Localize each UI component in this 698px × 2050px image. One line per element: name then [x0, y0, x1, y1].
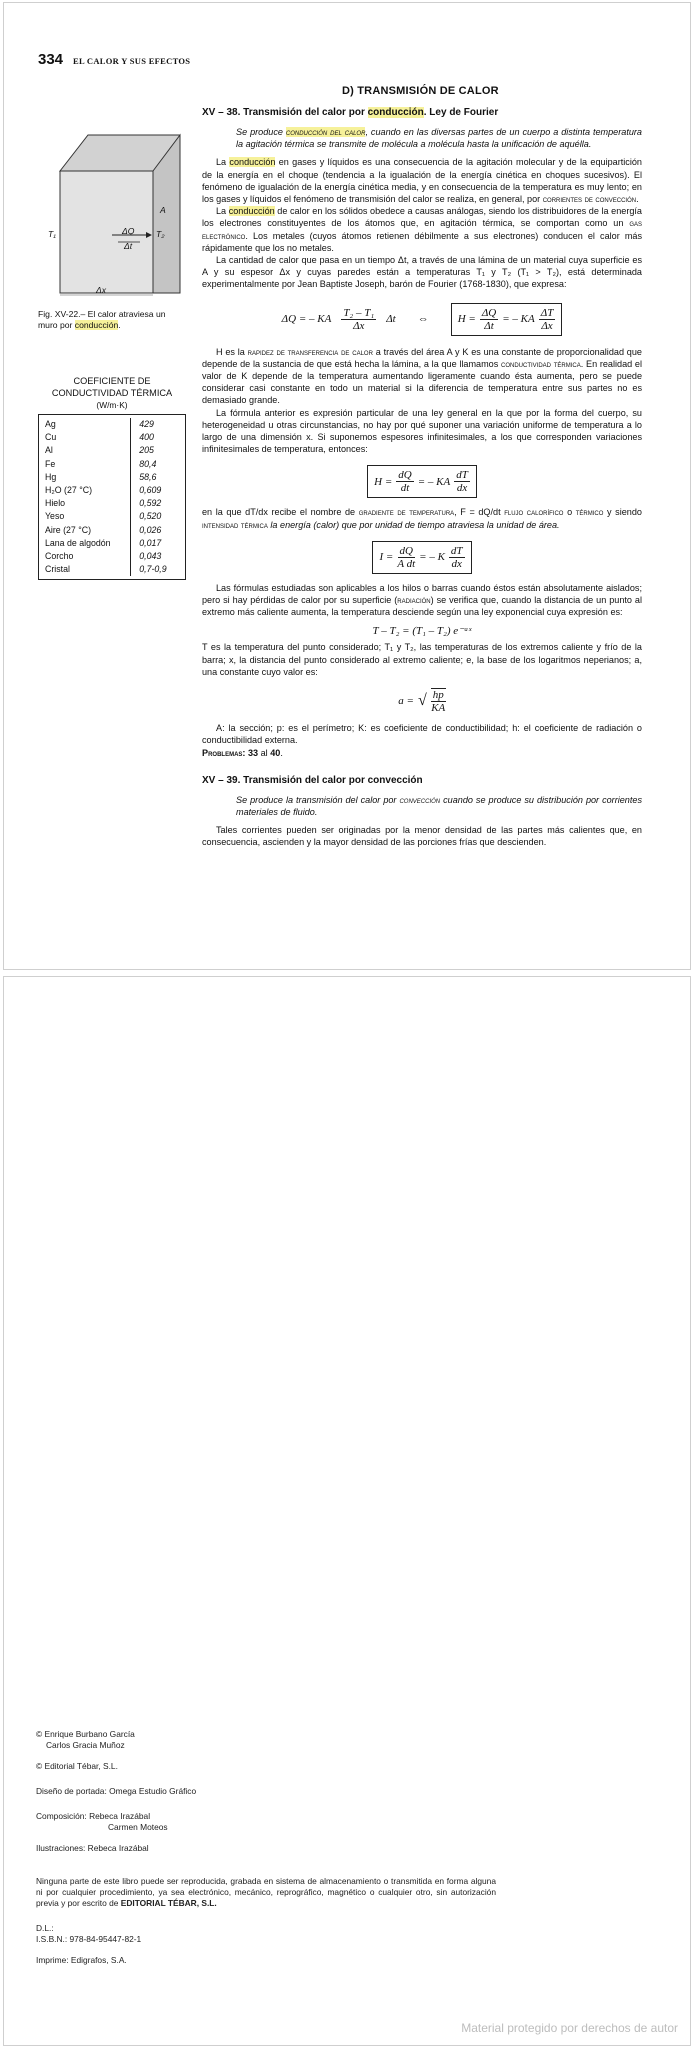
material-name: Aire (27 °C) [41, 524, 131, 537]
eq1-h: H = [457, 313, 476, 326]
eq1-left: ΔQ = – KA [281, 313, 332, 326]
credit-cover: Diseño de portada: Omega Estudio Gráfico [36, 1786, 197, 1796]
p7-pre: Las fórmulas estudiadas son aplicables a los hilos o barras cuando éstos están absolutamente aislados; pero si hay pérdidas de calor por su superficie ( [202, 582, 642, 606]
paragraph-10: Tales corrientes pueden ser originadas por la menor densidad de las partes más calientes que, en consecuencia, ascienden y la mayor densidad de las porciones frías que descienden. [202, 825, 642, 848]
label-t1: T₁ [48, 229, 56, 239]
eq5-frac [431, 688, 446, 714]
conductivity-table-body [41, 418, 183, 576]
label-dx: Δx [96, 285, 107, 295]
definition-conduction [236, 126, 642, 150]
table-title-1: COEFICIENTE DE [73, 376, 151, 386]
p2-term: gas electrónico [202, 218, 642, 241]
eq3-den: A dt [397, 557, 416, 570]
conductivity-value: 80,4 [139, 458, 157, 469]
eq1-h-den: Δt [484, 319, 494, 332]
eq1-h-den2: Δx [541, 319, 553, 332]
p2-highlight: conducción [228, 206, 275, 217]
eq1-dt: Δt [386, 313, 396, 326]
material-name: Cu [41, 431, 131, 444]
material-name: Al [41, 444, 131, 457]
table-row [41, 537, 183, 550]
material-name: Yeso [41, 510, 131, 523]
problems-end: 40 [270, 747, 281, 758]
equation-fourier [202, 303, 642, 336]
eq2-den: dt [400, 482, 410, 495]
p6-mid1: , F = dQ/dt [454, 507, 505, 518]
conductivity-value: 0,043 [139, 551, 162, 562]
table-row [41, 563, 183, 576]
p6-post: la energía (calor) que por unidad de tiempo atraviesa la unidad de área. [267, 519, 560, 530]
eq3-frac2 [449, 545, 465, 570]
conductivity-value: 0,520 [139, 511, 162, 522]
paragraph-7 [202, 582, 642, 619]
paragraph-4 [202, 346, 642, 407]
eq5-a: a = [398, 695, 414, 708]
credits-page [3, 976, 691, 2046]
eq3-mid: = – K [419, 551, 445, 564]
p7-post: ) se verifica que, cuando la distancia de un punto al extremo más caliente aumenta, la temperatura desciende según una ley exponencial cuya expresión es: [202, 595, 642, 618]
paragraph-6 [202, 506, 642, 530]
eq3-den2: dx [451, 557, 462, 570]
sub1-highlight: conducción [367, 107, 424, 118]
printer: Imprime: Edigrafos, S.A. [36, 1955, 127, 1965]
material-name: Corcho [41, 550, 131, 563]
def2-term: convección [399, 794, 441, 805]
material-name: H₂O (27 °C) [41, 484, 131, 497]
eq1-h-num: ΔQ [481, 306, 497, 319]
p6-term4: intensidad térmica [202, 519, 268, 530]
label-dt: Δt [124, 241, 133, 251]
conductivity-value: 0,7-0,9 [139, 564, 167, 575]
eq1-h-mid: = – KA [502, 313, 535, 326]
p4-post: . En realidad el valor de K depende de la temperatura aumentando ligeramente cuando ésta aumenta, pero se puede considerar casi constante en todo un material si la diferencia de temperatura entre sus partes no es demasiado grande. [202, 358, 643, 406]
conductivity-value: 0,026 [139, 524, 162, 535]
p2-pre: La [216, 206, 229, 217]
eq2-num2: dT [456, 469, 468, 482]
credits-block [36, 1729, 496, 1966]
problems-start: 33 [245, 747, 259, 758]
eq2-h: H = [374, 475, 393, 488]
eq3-frac1 [397, 545, 415, 570]
subsection-convection-title: XV – 39. Transmisión del calor por convección [202, 774, 423, 786]
paragraph-9: A: la sección; p: es el perímetro; K: es coeficiente de conductibilidad; h: el coeficiente de radiación o conductibilidad externa. [202, 723, 642, 746]
credit-author-2: Carlos Gracia Muñoz [46, 1740, 125, 1750]
conductivity-table [38, 414, 186, 580]
p1-term: corrientes de convección [542, 194, 637, 205]
p1-pre: La [216, 157, 230, 168]
material-name: Hielo [41, 497, 131, 510]
table-row [41, 444, 183, 457]
problems-period: . [280, 747, 283, 758]
p2-post: . Los metales (cuyos átomos retienen débilmente a sus electrones) conducen el calor más rápidamente que los no metales. [202, 230, 642, 253]
copyright-watermark: Material protegido por derechos de autor [461, 2021, 678, 2035]
table-row [41, 418, 183, 431]
def1-pre: Se produce [236, 127, 286, 137]
table-row [41, 471, 183, 484]
table-units: (W/m·K) [96, 400, 128, 410]
equation-differential [202, 465, 642, 498]
p6-mid2: o [563, 507, 576, 518]
eq1-den: Δx [353, 319, 365, 332]
equation-exponential: T – T₂ = (T₁ – T₂) e⁻ᵃˣ [372, 625, 472, 638]
material-name: Ag [41, 418, 131, 431]
main-column [202, 107, 642, 849]
p4-mid: a través del área A y K es una constante de proporcionalidad que depende de la sustancia de que está hecha la lámina, a la que llamamos [202, 346, 642, 369]
table-row [41, 431, 183, 444]
credit-composition-2: Carmen Moteos [108, 1822, 168, 1832]
rights-text: Ninguna parte de este libro puede ser reproducida, grabada en sistema de almacenamiento o transmitida en forma alguna ni por cualquier procedimiento, ya sea electrónico, mecánico, reprográfico, magnético o cualquier otro, sin autorización previa y por escrito de [36, 1876, 496, 1908]
eq1-boxed [451, 303, 563, 336]
book-page [3, 2, 691, 970]
p4-term1: rapidez de transferencia de calor [247, 346, 373, 357]
material-name: Fe [41, 458, 131, 471]
eq2-frac1 [396, 469, 413, 494]
eq3-boxed [372, 541, 471, 574]
eq2-num: dQ [398, 469, 412, 482]
table-title-2: CONDUCTIVIDAD TÉRMICA [51, 388, 173, 398]
p7-term: radiación [397, 595, 431, 606]
eq2-boxed [367, 465, 477, 498]
eq3-num: dQ [399, 544, 413, 557]
equivalence-arrow: ⇔ [417, 313, 429, 326]
paragraph-5: La fórmula anterior es expresión particular de una ley general en la que por la forma del cuerpo, su heterogeneidad u otras circunstancias, no hay por qué suponer una variación uniforme de temperatura a lo largo de una dimensión x. Si suponemos espesores infinitesimales, a los que corresponden variaciones infinitesimales de temperatura, entonces: [202, 407, 642, 455]
page-header [38, 51, 190, 69]
p6-term3: térmico [575, 507, 604, 518]
figure-caption [38, 309, 186, 331]
def1-term: conducción del calor [285, 127, 366, 137]
material-name: Hg [41, 471, 131, 484]
equation-intensity [202, 541, 642, 574]
paragraph-3: La cantidad de calor que pasa en un tiempo Δt, a través de una lámina de un material cuya superficie es A y su espesor Δx y cuyas paredes están a temperaturas T₁ y T₂ (T₁ > T₂), está determinada experimentalmente por Jean Baptiste Joseph, barón de Fourier (1768-1830), que expresa: [202, 255, 642, 290]
material-name: Cristal [41, 563, 131, 576]
eq2-frac2 [454, 469, 470, 494]
eq1-num: T₂ – T₁ [343, 306, 375, 319]
legal-deposit: D.L.: [36, 1923, 54, 1933]
conductivity-value: 400 [139, 432, 154, 443]
eq2-den2: dx [456, 482, 468, 495]
label-dq: ΔQ [122, 226, 135, 236]
eq3-num2: dT [450, 544, 463, 557]
eq1-fraction [341, 307, 376, 332]
p1-mid: en gases y líquidos es una consecuencia de la agitación molecular y de la equipartición de la energía en el choque (tendencia a la igualación de la energía cinética en choques sucesivos). El fenómeno de igualación de la energía cinética media, y en consecuencia de la temperatura es muy lento; en los gases y líquidos el fenómeno de transmisión del calor se realiza, en general, por [202, 157, 642, 205]
eq1-h-num2: ΔT [540, 306, 554, 319]
sub1-title: XV – 38. Transmisión del calor por [202, 107, 368, 118]
eq5-den: KA [431, 702, 446, 715]
material-name: Lana de algodón [41, 537, 131, 550]
p2-mid: de calor en los sólidos obedece a causas análogas, siendo los distribuidores de la energía los electrones constituyentes de los átomos que, en agitación térmica, se comportan como un [202, 206, 642, 229]
def2-post: cuando se produce su distribución por corrientes materiales de fluido. [236, 794, 642, 817]
sub1-title-end: . Ley de Fourier [423, 107, 499, 118]
credit-publisher: © Editorial Tébar, S.L. [36, 1761, 118, 1771]
paragraph-2 [202, 205, 642, 254]
conductivity-value: 58,6 [139, 471, 157, 482]
p1-post: . [636, 194, 639, 205]
definition-convection [236, 794, 642, 818]
rights-notice [36, 1876, 496, 1909]
conductivity-value: 0,609 [139, 485, 162, 496]
equation-constant-a [202, 688, 642, 714]
label-area: A [160, 205, 166, 215]
p6-mid3: y siendo [603, 507, 642, 518]
table-row [41, 484, 183, 497]
subsection-conduction-title [202, 107, 642, 118]
p6-pre: en la que dT/dx recibe el nombre de [202, 507, 359, 518]
label-t2: T₂ [156, 229, 165, 239]
chapter-title: EL CALOR Y SUS EFECTOS [73, 56, 191, 66]
paragraph-8: T es la temperatura del punto considerado; T₁ y T₂, las temperaturas de los extremos caliente y frío de la barra; x, la distancia del punto considerado al extremo caliente; e, la base de los logaritmos neperianos; a, una constante cuyo valor es: [202, 642, 642, 677]
problems-mid: al [258, 747, 271, 758]
p4-pre: H es la [216, 346, 248, 357]
table-row [41, 497, 183, 510]
caption-text: Fig. XV-22.– El calor atraviesa un muro por [38, 309, 166, 330]
p6-term2: flujo calorífico [504, 507, 564, 518]
caption-end: . [118, 320, 121, 330]
eq1-h-frac2 [539, 307, 556, 332]
page-number: 334 [38, 51, 64, 68]
isbn: I.S.B.N.: 978-84-95447-82-1 [36, 1934, 142, 1944]
eq2-mid: = – KA [417, 475, 451, 488]
table-row [41, 510, 183, 523]
conductivity-value: 205 [139, 445, 154, 456]
credit-illustrations: Ilustraciones: Rebeca Irazábal [36, 1843, 149, 1853]
def1-post: , cuando en las diversas partes de un cuerpo a distinta temperatura la agitación térmica se transmite de molécula a molécula hasta la unificación de aquélla. [236, 127, 642, 150]
paragraph-1 [202, 156, 642, 205]
table-row [41, 458, 183, 471]
sqrt-symbol: √ [417, 692, 427, 710]
conductivity-table-block [38, 375, 186, 580]
p1-highlight: conducción [229, 157, 276, 168]
conductivity-value: 0,592 [139, 498, 162, 509]
conductivity-value: 429 [139, 419, 154, 429]
eq5-num: hp [432, 689, 444, 702]
figure-wall [38, 129, 186, 299]
conductivity-value: 0,017 [139, 537, 162, 548]
problems-ref [202, 747, 642, 759]
eq3-i: I = [379, 551, 394, 564]
table-row [41, 524, 183, 537]
problems-label: Problemas: [202, 747, 246, 758]
section-title: D) TRANSMISIÓN DE CALOR [342, 85, 499, 97]
eq1-h-frac [480, 307, 498, 332]
def2-pre: Se produce la transmisión del calor por [236, 794, 400, 805]
caption-highlight: conducción [74, 320, 119, 330]
rights-publisher: EDITORIAL TÉBAR, S.L. [120, 1898, 217, 1908]
p6-term1: gradiente de temperatura [358, 507, 455, 518]
credit-composition-1: Composición: Rebeca Irazábal [36, 1811, 151, 1821]
credit-author-1: © Enrique Burbano García [36, 1729, 135, 1739]
table-row [41, 550, 183, 563]
p4-term2: conductividad térmica [501, 358, 581, 369]
